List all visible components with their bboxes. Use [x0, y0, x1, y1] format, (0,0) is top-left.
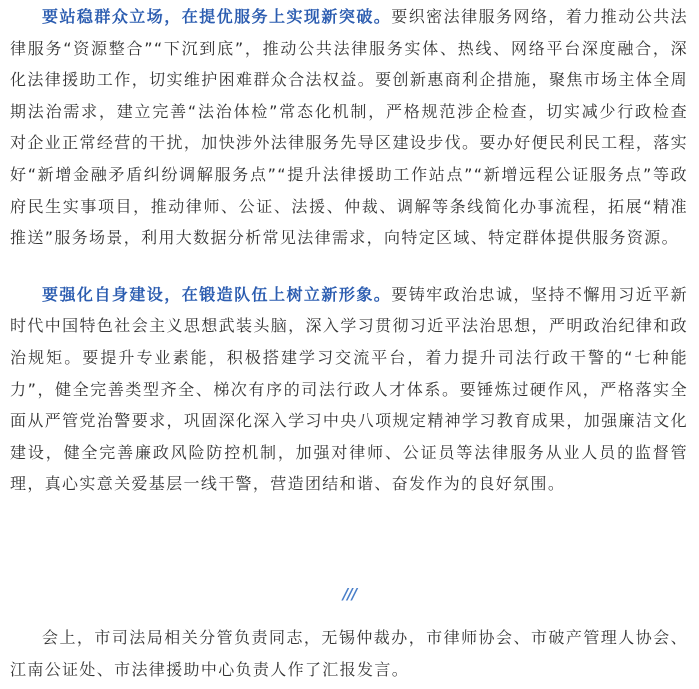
paragraph-team-text: 要铸牢政治忠诚，坚持不懈用习近平新时代中国特色社会主义思想武装头脑，深入学习贯彻习近平法治思想，严明政治纪律和政治规矩。要提升专业素能，积极搭建学习交流平台，着力提升司法行政干警的“七种能力”，健全完善类型齐全、梯次有序的司法行政人才体系。要锤炼过硬作风，严格落实全面从严管党治警要求，巩固深化深入学习中央八项规定精神学习教育成果，加强廉洁文化建设，健全完善廉政风险防控机制，加强对律师、公证员等法律服务从业人员的监督管理，真心实意关爱基层一线干警，营造团结和谐、奋发作为的良好氛围。 [10, 284, 688, 494]
paragraph-team-lead: 要强化自身建设，在锻造队伍上树立新形象。 [42, 284, 392, 304]
article-body [10, 0, 688, 500]
paragraph-team [10, 279, 688, 500]
paragraph-service-lead: 要站稳群众立场，在提优服务上实现新突破。 [42, 7, 392, 26]
paragraph-service-text: 要织密法律服务网络，着力推动公共法律服务“资源整合”“下沉到底”，推动公共法律服务实体、热线、网络平台深度融合，深化法律援助工作，切实维护困难群众合法权益。要创新惠商利企措施，聚焦市场主体全周期法治需求，建立完善“法治体检”常态化机制，严格规范涉企检查，切实减少行政检查对企业正常经营的干扰，加快涉外法律服务先导区建设步伐。要办好便民利民工程，落实好“新增金融矛盾纠纷调解服务点”“提升法律援助工作站点”“新增远程公证服务点”等政府民生实事项目，推动律师、公证、法援、仲裁、调解等条线简化办事流程，拓展“精准推送”服务场景，利用大数据分析常见法律需求，向特定区域、特定群体提供服务资源。 [10, 7, 688, 248]
paragraph-meeting-report: 会上，市司法局相关分管负责同志，无锡仲裁办，市律师协会、市破产管理人协会、江南公证处、市法律援助中心负责人作了汇报发言。 [10, 628, 688, 679]
section-divider: /// [342, 585, 357, 603]
paragraph-service [10, 0, 688, 254]
